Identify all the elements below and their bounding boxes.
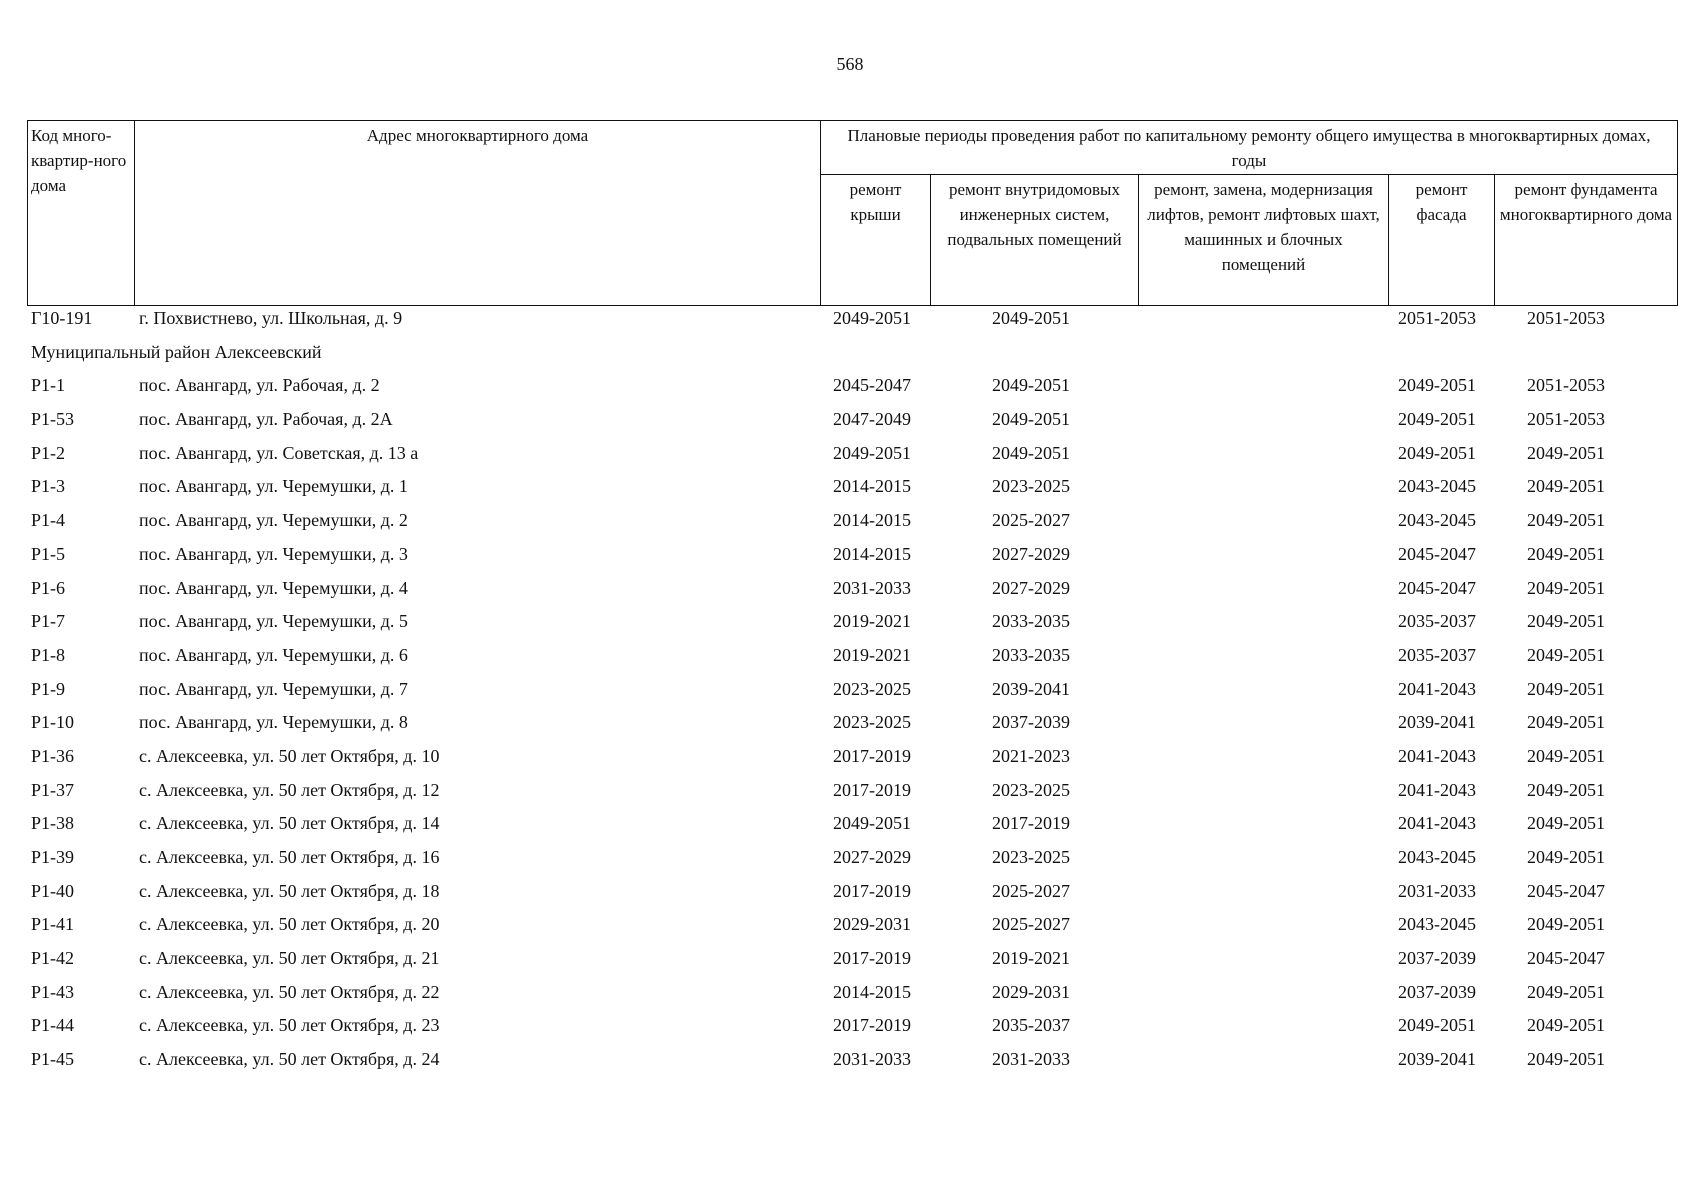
cell-roof: 2019-2021 [833, 611, 911, 632]
cell-address: пос. Авангард, ул. Черемушки, д. 7 [139, 678, 408, 699]
cell-code: Р1-45 [31, 1049, 75, 1070]
cell-code: Р1-6 [31, 577, 66, 598]
cell-roof: 2047-2049 [833, 409, 911, 430]
cell-engineering: 2021-2023 [992, 745, 1070, 766]
cell-address: пос. Авангард, ул. Черемушки, д. 6 [139, 644, 408, 665]
cell-address: с. Алексеевка, ул. 50 лет Октября, д. 12 [139, 779, 440, 800]
cell-engineering: 2023-2025 [992, 779, 1070, 800]
cell-facade: 2049-2051 [1398, 409, 1476, 430]
cell-facade: 2043-2045 [1398, 510, 1476, 531]
table-row [27, 508, 1677, 542]
header-engineering: ремонт внутридомовых инженерных систем, подвальных помещений [931, 175, 1139, 306]
cell-roof: 2014-2015 [833, 476, 911, 497]
cell-code: Р1-41 [31, 914, 75, 935]
cell-foundation: 2049-2051 [1527, 745, 1605, 766]
table-row [27, 576, 1677, 610]
cell-foundation: 2049-2051 [1527, 712, 1605, 733]
cell-foundation: 2051-2053 [1527, 409, 1605, 430]
table-row [27, 946, 1677, 980]
cell-code: Р1-40 [31, 880, 75, 901]
cell-facade: 2049-2051 [1398, 442, 1476, 463]
cell-code: Р1-44 [31, 1015, 75, 1036]
cell-code: Р1-53 [31, 409, 75, 430]
cell-facade: 2041-2043 [1398, 813, 1476, 834]
cell-code: Р1-38 [31, 813, 75, 834]
cell-code: Р1-2 [31, 442, 66, 463]
header-foundation: ремонт фундамента многоквартирного дома [1495, 175, 1678, 306]
cell-code: Р1-9 [31, 678, 66, 699]
cell-foundation: 2049-2051 [1527, 779, 1605, 800]
cell-roof: 2031-2033 [833, 577, 911, 598]
cell-facade: 2049-2051 [1398, 375, 1476, 396]
cell-foundation: 2049-2051 [1527, 1015, 1605, 1036]
cell-engineering: 2049-2051 [992, 409, 1070, 430]
cell-address: пос. Авангард, ул. Черемушки, д. 2 [139, 510, 408, 531]
table-row [27, 710, 1677, 744]
table-row [27, 879, 1677, 913]
cell-code: Р1-37 [31, 779, 75, 800]
cell-address: пос. Авангард, ул. Черемушки, д. 3 [139, 543, 408, 564]
cell-engineering: 2033-2035 [992, 644, 1070, 665]
cell-foundation: 2049-2051 [1527, 644, 1605, 665]
cell-address: пос. Авангард, ул. Рабочая, д. 2 [139, 375, 380, 396]
table-row [27, 811, 1677, 845]
cell-foundation: 2045-2047 [1527, 948, 1605, 969]
header-address: Адрес многоквартирного дома [135, 121, 821, 306]
cell-engineering: 2033-2035 [992, 611, 1070, 632]
cell-address: с. Алексеевка, ул. 50 лет Октября, д. 24 [139, 1049, 440, 1070]
table-row [27, 643, 1677, 677]
cell-roof: 2019-2021 [833, 644, 911, 665]
cell-foundation: 2049-2051 [1527, 611, 1605, 632]
section-heading [27, 340, 1677, 374]
table-row [27, 1013, 1677, 1047]
cell-address: с. Алексеевка, ул. 50 лет Октября, д. 20 [139, 914, 440, 935]
cell-facade: 2043-2045 [1398, 476, 1476, 497]
cell-address: с. Алексеевка, ул. 50 лет Октября, д. 16 [139, 847, 440, 867]
cell-code: Р1-8 [31, 644, 66, 665]
cell-foundation: 2049-2051 [1527, 577, 1605, 598]
cell-address: пос. Авангард, ул. Черемушки, д. 1 [139, 476, 408, 497]
cell-roof: 2014-2015 [833, 510, 911, 531]
table-body [27, 306, 1677, 1081]
cell-code: Г10-191 [31, 308, 93, 328]
header-planned-periods: Плановые периоды проведения работ по капитальному ремонту общего имущества в многоквартирных домах, годы [821, 121, 1678, 175]
cell-roof: 2045-2047 [833, 375, 911, 396]
cell-roof: 2049-2051 [833, 308, 911, 328]
cell-foundation: 2049-2051 [1527, 678, 1605, 699]
cell-facade: 2045-2047 [1398, 543, 1476, 564]
cell-code: Р1-36 [31, 745, 75, 766]
cell-roof: 2017-2019 [833, 745, 911, 766]
cell-foundation: 2045-2047 [1527, 880, 1605, 901]
cell-engineering: 2027-2029 [992, 543, 1070, 564]
cell-address: с. Алексеевка, ул. 50 лет Октября, д. 14 [139, 813, 440, 834]
cell-engineering: 2027-2029 [992, 577, 1070, 598]
cell-foundation: 2049-2051 [1527, 476, 1605, 497]
cell-foundation: 2049-2051 [1527, 510, 1605, 531]
cell-facade: 2043-2045 [1398, 914, 1476, 935]
cell-facade: 2037-2039 [1398, 948, 1476, 969]
cell-roof: 2031-2033 [833, 1049, 911, 1070]
cell-facade: 2045-2047 [1398, 577, 1476, 598]
cell-address: пос. Авангард, ул. Советская, д. 13 а [139, 442, 419, 463]
table-row [27, 980, 1677, 1014]
cell-foundation: 2051-2053 [1527, 308, 1605, 328]
table-row [27, 373, 1677, 407]
section-title: Муниципальный район Алексеевский [31, 341, 322, 362]
cell-address: с. Алексеевка, ул. 50 лет Октября, д. 18 [139, 880, 440, 901]
cell-facade: 2041-2043 [1398, 779, 1476, 800]
table-row [27, 778, 1677, 812]
cell-roof: 2017-2019 [833, 948, 911, 969]
cell-engineering: 2023-2025 [992, 476, 1070, 497]
table-header [27, 120, 1678, 306]
table-row [27, 441, 1677, 475]
cell-engineering: 2023-2025 [992, 847, 1070, 867]
cell-address: с. Алексеевка, ул. 50 лет Октября, д. 21 [139, 948, 440, 969]
cell-code: Р1-4 [31, 510, 66, 531]
cell-facade: 2051-2053 [1398, 308, 1476, 328]
cell-engineering: 2031-2033 [992, 1049, 1070, 1070]
cell-roof: 2014-2015 [833, 981, 911, 1002]
cell-foundation: 2049-2051 [1527, 543, 1605, 564]
cell-foundation: 2049-2051 [1527, 981, 1605, 1002]
cell-address: пос. Авангард, ул. Рабочая, д. 2А [139, 409, 393, 430]
cell-engineering: 2049-2051 [992, 375, 1070, 396]
cell-address: с. Алексеевка, ул. 50 лет Октября, д. 23 [139, 1015, 440, 1036]
table-row [27, 474, 1677, 508]
cell-engineering: 2025-2027 [992, 510, 1070, 531]
cell-engineering: 2025-2027 [992, 880, 1070, 901]
cell-facade: 2041-2043 [1398, 745, 1476, 766]
table-row [27, 677, 1677, 711]
cell-foundation: 2049-2051 [1527, 442, 1605, 463]
table-row [27, 845, 1677, 879]
cell-facade: 2039-2041 [1398, 1049, 1476, 1070]
cell-engineering: 2037-2039 [992, 712, 1070, 733]
cell-engineering: 2049-2051 [992, 308, 1070, 328]
cell-address: г. Похвистнево, ул. Школьная, д. 9 [139, 308, 403, 328]
cell-code: Р1-1 [31, 375, 66, 396]
cell-code: Р1-10 [31, 712, 75, 733]
cell-engineering: 2049-2051 [992, 442, 1070, 463]
table-row [27, 912, 1677, 946]
cell-address: пос. Авангард, ул. Черемушки, д. 5 [139, 611, 408, 632]
cell-facade: 2041-2043 [1398, 678, 1476, 699]
cell-address: с. Алексеевка, ул. 50 лет Октября, д. 22 [139, 981, 440, 1002]
cell-facade: 2031-2033 [1398, 880, 1476, 901]
cell-roof: 2049-2051 [833, 813, 911, 834]
cell-engineering: 2025-2027 [992, 914, 1070, 935]
cell-foundation: 2049-2051 [1527, 813, 1605, 834]
header-code: Код много-квартир-ного дома [28, 121, 135, 306]
table-row [27, 407, 1677, 441]
cell-code: Р1-7 [31, 611, 66, 632]
cell-roof: 2017-2019 [833, 779, 911, 800]
header-facade: ремонт фасада [1389, 175, 1495, 306]
header-lifts: ремонт, замена, модернизация лифтов, ремонт лифтовых шахт, машинных и блочных помещений [1139, 175, 1389, 306]
cell-facade: 2039-2041 [1398, 712, 1476, 733]
cell-code: Р1-5 [31, 543, 66, 564]
cell-roof: 2027-2029 [833, 847, 911, 867]
cell-address: пос. Авангард, ул. Черемушки, д. 4 [139, 577, 408, 598]
cell-facade: 2037-2039 [1398, 981, 1476, 1002]
cell-roof: 2049-2051 [833, 442, 911, 463]
cell-engineering: 2029-2031 [992, 981, 1070, 1002]
header-roof: ремонт крыши [821, 175, 931, 306]
cell-engineering: 2035-2037 [992, 1015, 1070, 1036]
cell-roof: 2023-2025 [833, 678, 911, 699]
cell-roof: 2017-2019 [833, 880, 911, 901]
cell-foundation: 2049-2051 [1527, 1049, 1605, 1070]
cell-roof: 2014-2015 [833, 543, 911, 564]
cell-facade: 2043-2045 [1398, 847, 1476, 867]
page-number: 568 [836, 54, 864, 74]
cell-foundation: 2051-2053 [1527, 375, 1605, 396]
cell-roof: 2017-2019 [833, 1015, 911, 1036]
table-row [27, 609, 1677, 643]
cell-address: пос. Авангард, ул. Черемушки, д. 8 [139, 712, 408, 733]
cell-engineering: 2017-2019 [992, 813, 1070, 834]
table-row [27, 744, 1677, 778]
cell-code: Р1-39 [31, 847, 75, 867]
table-row [27, 306, 1677, 340]
cell-address: с. Алексеевка, ул. 50 лет Октября, д. 10 [139, 745, 440, 766]
cell-foundation: 2049-2051 [1527, 847, 1605, 867]
cell-facade: 2049-2051 [1398, 1015, 1476, 1036]
cell-facade: 2035-2037 [1398, 644, 1476, 665]
cell-engineering: 2039-2041 [992, 678, 1070, 699]
table-row [27, 1047, 1677, 1081]
cell-code: Р1-42 [31, 948, 75, 969]
cell-engineering: 2019-2021 [992, 948, 1070, 969]
cell-code: Р1-43 [31, 981, 75, 1002]
cell-code: Р1-3 [31, 476, 66, 497]
cell-facade: 2035-2037 [1398, 611, 1476, 632]
cell-roof: 2029-2031 [833, 914, 911, 935]
table-row [27, 542, 1677, 576]
cell-roof: 2023-2025 [833, 712, 911, 733]
cell-foundation: 2049-2051 [1527, 914, 1605, 935]
